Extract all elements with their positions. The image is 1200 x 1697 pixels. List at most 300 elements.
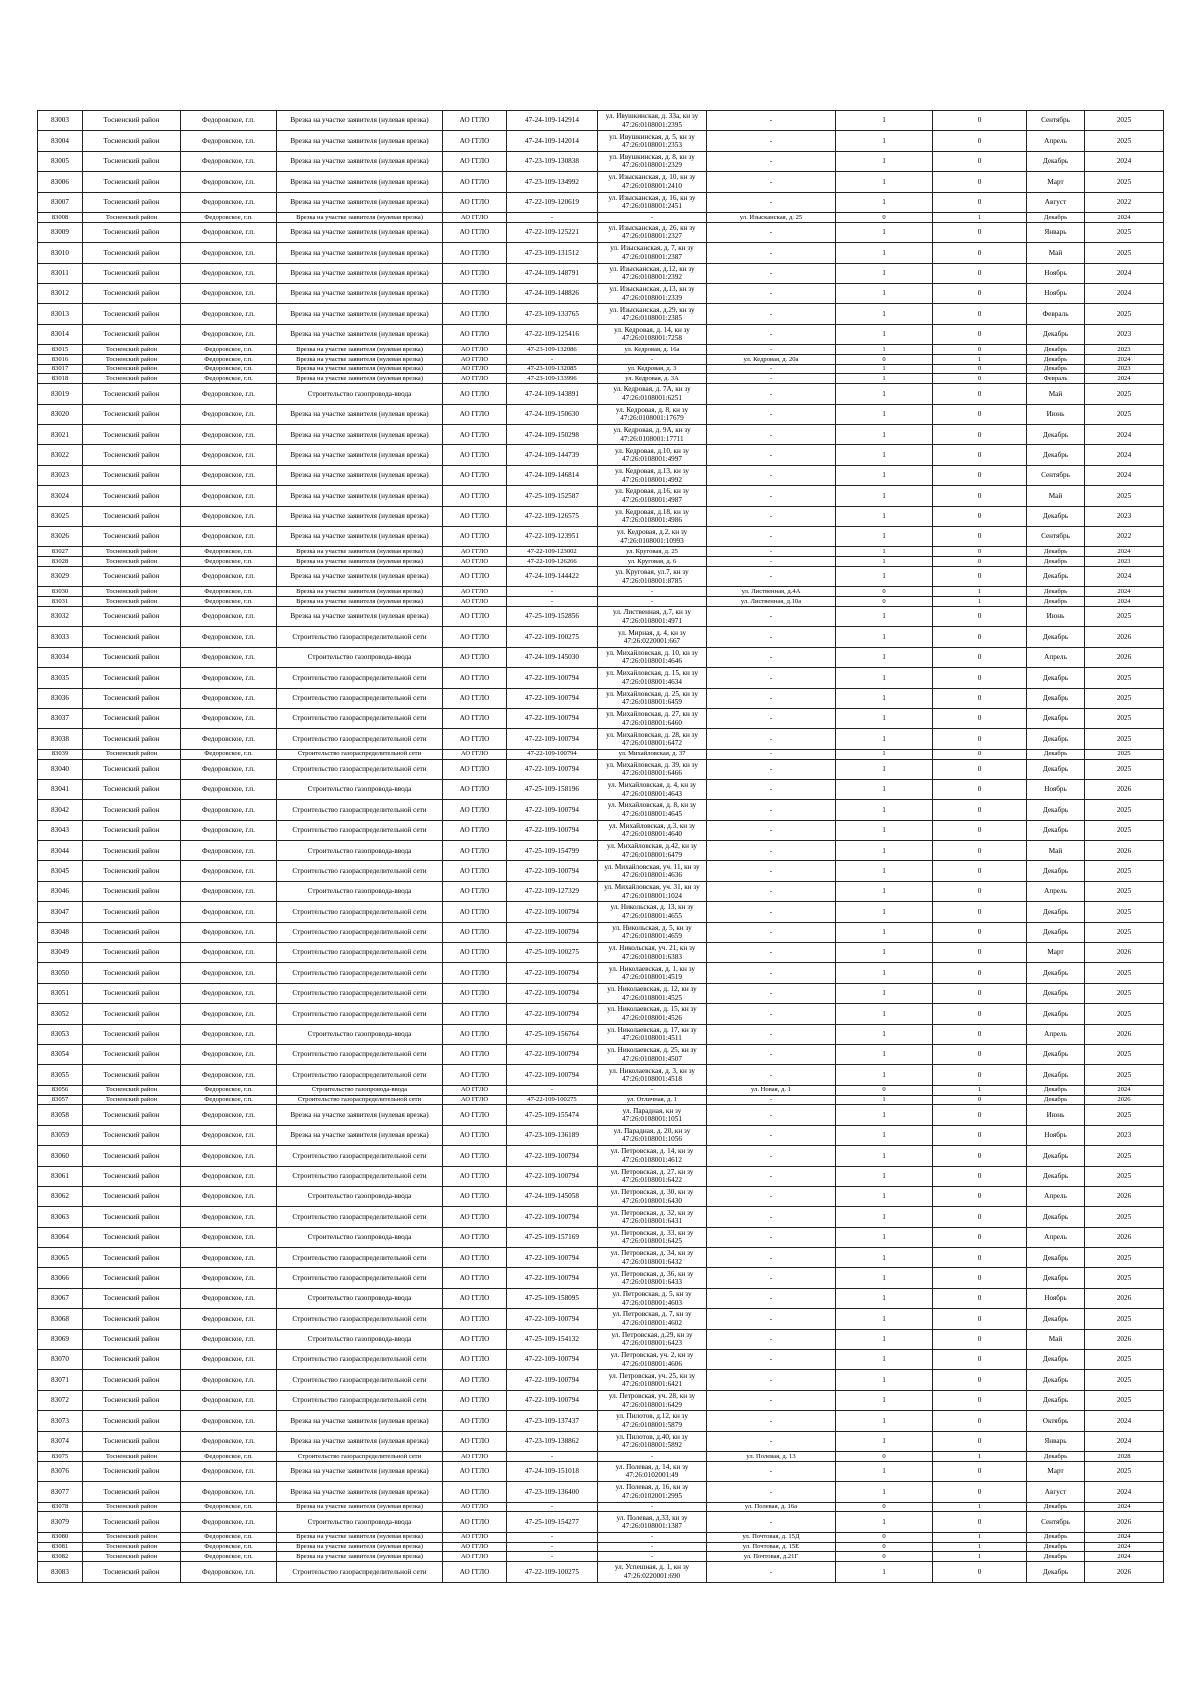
month-cell: Декабрь (1027, 1350, 1085, 1370)
organization-cell: АО ГГЛО (443, 1532, 507, 1542)
address-without-cadastre-cell: ул. Новая, д. 1 (707, 1085, 836, 1095)
organization-cell: АО ГГЛО (443, 557, 507, 567)
row-number: 83074 (38, 1431, 83, 1451)
count-without-tu-cell: 0 (933, 1207, 1027, 1227)
settlement-cell: Федоровское, г.п. (181, 1065, 277, 1085)
month-cell: Декабрь (1027, 1207, 1085, 1227)
register-table (37, 110, 1164, 1583)
row-number: 83018 (38, 374, 83, 384)
settlement-cell: Федоровское, г.п. (181, 668, 277, 688)
month-cell: Декабрь (1027, 800, 1085, 820)
address-without-cadastre-cell: - (707, 1248, 836, 1268)
district-cell: Тосненский район (83, 192, 181, 212)
address-cell: ул. Михайловская, д. 27, кн зу 47:26:0108001:6460 (598, 708, 707, 728)
application-code-cell: 47-22-109-100794 (507, 800, 598, 820)
count-with-tu-cell: 1 (836, 779, 933, 799)
settlement-cell: Федоровское, г.п. (181, 445, 277, 465)
month-cell: Ноябрь (1027, 263, 1085, 283)
application-code-cell: - (507, 1542, 598, 1552)
table-row (38, 587, 1164, 597)
organization-cell: АО ГГЛО (443, 1482, 507, 1502)
table-row (38, 1085, 1164, 1095)
row-number: 83011 (38, 263, 83, 283)
address-without-cadastre-cell: - (707, 1288, 836, 1308)
address-without-cadastre-cell: - (707, 345, 836, 355)
month-cell: Декабрь (1027, 729, 1085, 749)
year-cell: 2025 (1085, 243, 1164, 263)
application-code-cell: 47-22-109-120619 (507, 192, 598, 212)
table-row (38, 1227, 1164, 1247)
settlement-cell: Федоровское, г.п. (181, 1562, 277, 1582)
year-cell: 2025 (1085, 486, 1164, 506)
address-without-cadastre-cell: - (707, 172, 836, 192)
month-cell: Август (1027, 1482, 1085, 1502)
application-code-cell: 47-24-109-150630 (507, 404, 598, 424)
work-type-cell: Строительство газораспределительной сети (277, 943, 443, 963)
organization-cell: АО ГГЛО (443, 1431, 507, 1451)
year-cell: 2024 (1085, 283, 1164, 303)
count-without-tu-cell: 1 (933, 1502, 1027, 1512)
month-cell: Декабрь (1027, 506, 1085, 526)
address-cell: - (598, 212, 707, 222)
month-cell: Ноябрь (1027, 1125, 1085, 1145)
month-cell: Декабрь (1027, 364, 1085, 374)
address-without-cadastre-cell: ул. Почтовая, д. 15Д (707, 1532, 836, 1542)
application-code-cell: 47-24-109-151018 (507, 1461, 598, 1481)
year-cell: 2026 (1085, 943, 1164, 963)
table-row (38, 374, 1164, 384)
count-without-tu-cell: 1 (933, 1085, 1027, 1095)
row-number: 83058 (38, 1105, 83, 1125)
address-cell: ул. Изысканская, д. 26, кн зу 47:26:0108001:2327 (598, 222, 707, 242)
address-cell: ул. Михайловская, уч. 31, кн зу 47:26:0108001:1024 (598, 881, 707, 901)
application-code-cell: 47-22-109-100794 (507, 1350, 598, 1370)
count-without-tu-cell: 0 (933, 1186, 1027, 1206)
count-without-tu-cell: 0 (933, 729, 1027, 749)
year-cell: 2025 (1085, 881, 1164, 901)
settlement-cell: Федоровское, г.п. (181, 1268, 277, 1288)
work-type-cell: Строительство газораспределительной сети (277, 1452, 443, 1462)
year-cell: 2025 (1085, 1248, 1164, 1268)
settlement-cell: Федоровское, г.п. (181, 1411, 277, 1431)
month-cell: Декабрь (1027, 1532, 1085, 1542)
year-cell: 2023 (1085, 345, 1164, 355)
count-with-tu-cell: 1 (836, 647, 933, 667)
district-cell: Тосненский район (83, 749, 181, 759)
settlement-cell: Федоровское, г.п. (181, 172, 277, 192)
district-cell: Тосненский район (83, 1044, 181, 1064)
district-cell: Тосненский район (83, 587, 181, 597)
address-without-cadastre-cell: - (707, 1207, 836, 1227)
address-without-cadastre-cell: - (707, 111, 836, 131)
application-code-cell: 47-24-109-144739 (507, 445, 598, 465)
year-cell: 2025 (1085, 759, 1164, 779)
organization-cell: АО ГГЛО (443, 567, 507, 587)
application-code-cell: - (507, 354, 598, 364)
count-with-tu-cell: 1 (836, 374, 933, 384)
organization-cell: АО ГГЛО (443, 374, 507, 384)
row-number: 83038 (38, 729, 83, 749)
address-without-cadastre-cell: - (707, 425, 836, 445)
address-cell: ул. Кедровая, д. 14, кн зу 47:26:0108001:7258 (598, 324, 707, 344)
address-without-cadastre-cell: - (707, 1065, 836, 1085)
month-cell: Декабрь (1027, 1309, 1085, 1329)
settlement-cell: Федоровское, г.п. (181, 527, 277, 547)
organization-cell: АО ГГЛО (443, 404, 507, 424)
row-number: 83037 (38, 708, 83, 728)
year-cell: 2025 (1085, 404, 1164, 424)
count-with-tu-cell: 1 (836, 345, 933, 355)
count-with-tu-cell: 0 (836, 1542, 933, 1552)
application-code-cell: - (507, 212, 598, 222)
application-code-cell: 47-23-109-131512 (507, 243, 598, 263)
count-with-tu-cell: 0 (836, 1502, 933, 1512)
address-without-cadastre-cell: ул. Полевая, д. 13 (707, 1452, 836, 1462)
count-with-tu-cell: 1 (836, 527, 933, 547)
work-type-cell: Врезка на участке заявителя (нулевая врезка) (277, 404, 443, 424)
settlement-cell: Федоровское, г.п. (181, 1207, 277, 1227)
count-without-tu-cell: 0 (933, 1105, 1027, 1125)
count-with-tu-cell: 0 (836, 597, 933, 607)
application-code-cell: - (507, 1532, 598, 1542)
organization-cell: АО ГГЛО (443, 345, 507, 355)
address-without-cadastre-cell: - (707, 1268, 836, 1288)
year-cell: 2026 (1085, 1186, 1164, 1206)
address-without-cadastre-cell: - (707, 384, 836, 404)
count-with-tu-cell: 1 (836, 445, 933, 465)
count-without-tu-cell: 0 (933, 374, 1027, 384)
count-with-tu-cell: 1 (836, 172, 933, 192)
settlement-cell: Федоровское, г.п. (181, 708, 277, 728)
district-cell: Тосненский район (83, 324, 181, 344)
district-cell: Тосненский район (83, 354, 181, 364)
district-cell: Тосненский район (83, 1542, 181, 1552)
organization-cell: АО ГГЛО (443, 1207, 507, 1227)
district-cell: Тосненский район (83, 1288, 181, 1308)
address-without-cadastre-cell: - (707, 902, 836, 922)
application-code-cell: 47-25-109-152587 (507, 486, 598, 506)
district-cell: Тосненский район (83, 1268, 181, 1288)
count-with-tu-cell: 1 (836, 1482, 933, 1502)
address-cell: ул. Петровская, д. 32, кн зу 47:26:0108001:6431 (598, 1207, 707, 1227)
organization-cell: АО ГГЛО (443, 1562, 507, 1582)
organization-cell: АО ГГЛО (443, 587, 507, 597)
year-cell: 2024 (1085, 1431, 1164, 1451)
row-number: 83083 (38, 1562, 83, 1582)
year-cell: 2025 (1085, 1146, 1164, 1166)
count-without-tu-cell: 0 (933, 527, 1027, 547)
address-without-cadastre-cell: - (707, 1095, 836, 1105)
row-number: 83022 (38, 445, 83, 465)
address-without-cadastre-cell: - (707, 131, 836, 151)
count-without-tu-cell: 0 (933, 547, 1027, 557)
address-cell: ул. Мирная, д. 4, кн зу 47:26:0220001:667 (598, 627, 707, 647)
table-row (38, 1452, 1164, 1462)
organization-cell: АО ГГЛО (443, 1166, 507, 1186)
district-cell: Тосненский район (83, 172, 181, 192)
district-cell: Тосненский район (83, 779, 181, 799)
work-type-cell: Врезка на участке заявителя (нулевая врезка) (277, 425, 443, 445)
table-row (38, 749, 1164, 759)
work-type-cell: Строительство газораспределительной сети (277, 627, 443, 647)
address-cell: ул. Изысканская, д.12, кн зу 47:26:0108001:2392 (598, 263, 707, 283)
address-without-cadastre-cell: - (707, 445, 836, 465)
row-number: 83020 (38, 404, 83, 424)
count-with-tu-cell: 1 (836, 606, 933, 626)
district-cell: Тосненский район (83, 668, 181, 688)
application-code-cell: 47-22-109-100794 (507, 729, 598, 749)
count-without-tu-cell: 0 (933, 1146, 1027, 1166)
count-with-tu-cell: 1 (836, 841, 933, 861)
organization-cell: АО ГГЛО (443, 861, 507, 881)
district-cell: Тосненский район (83, 1562, 181, 1582)
work-type-cell: Врезка на участке заявителя (нулевая врезка) (277, 547, 443, 557)
month-cell: Декабрь (1027, 861, 1085, 881)
settlement-cell: Федоровское, г.п. (181, 263, 277, 283)
year-cell: 2024 (1085, 597, 1164, 607)
address-without-cadastre-cell: ул. Изысканская, д. 25 (707, 212, 836, 222)
count-without-tu-cell: 0 (933, 243, 1027, 263)
year-cell: 2025 (1085, 606, 1164, 626)
table-row (38, 1532, 1164, 1542)
application-code-cell: 47-23-109-130838 (507, 151, 598, 171)
table-row (38, 1044, 1164, 1064)
address-without-cadastre-cell: - (707, 943, 836, 963)
address-cell: ул. Михайловская, д. 15, кн зу 47:26:0108001:4634 (598, 668, 707, 688)
table-row (38, 759, 1164, 779)
row-number: 83033 (38, 627, 83, 647)
application-code-cell: 47-22-109-100794 (507, 708, 598, 728)
organization-cell: АО ГГЛО (443, 527, 507, 547)
settlement-cell: Федоровское, г.п. (181, 759, 277, 779)
count-with-tu-cell: 1 (836, 1288, 933, 1308)
address-without-cadastre-cell: - (707, 1004, 836, 1024)
table-row (38, 131, 1164, 151)
settlement-cell: Федоровское, г.п. (181, 384, 277, 404)
count-without-tu-cell: 0 (933, 1370, 1027, 1390)
table-row (38, 384, 1164, 404)
year-cell: 2023 (1085, 557, 1164, 567)
organization-cell: АО ГГЛО (443, 688, 507, 708)
year-cell: 2024 (1085, 374, 1164, 384)
year-cell: 2024 (1085, 547, 1164, 557)
count-without-tu-cell: 0 (933, 263, 1027, 283)
month-cell: Декабрь (1027, 1390, 1085, 1410)
organization-cell: АО ГГЛО (443, 1552, 507, 1562)
count-without-tu-cell: 0 (933, 881, 1027, 901)
organization-cell: АО ГГЛО (443, 192, 507, 212)
work-type-cell: Строительство газопровода-ввода (277, 779, 443, 799)
count-with-tu-cell: 1 (836, 1248, 933, 1268)
year-cell: 2024 (1085, 1411, 1164, 1431)
count-with-tu-cell: 0 (836, 212, 933, 222)
table-row (38, 364, 1164, 374)
table-row (38, 1207, 1164, 1227)
work-type-cell: Врезка на участке заявителя (нулевая врезка) (277, 567, 443, 587)
settlement-cell: Федоровское, г.п. (181, 374, 277, 384)
month-cell: Декабрь (1027, 749, 1085, 759)
settlement-cell: Федоровское, г.п. (181, 1288, 277, 1308)
row-number: 83063 (38, 1207, 83, 1227)
count-with-tu-cell: 1 (836, 364, 933, 374)
year-cell: 2025 (1085, 861, 1164, 881)
table-row (38, 1248, 1164, 1268)
address-without-cadastre-cell: - (707, 749, 836, 759)
table-row (38, 1105, 1164, 1125)
settlement-cell: Федоровское, г.п. (181, 354, 277, 364)
month-cell: Декабрь (1027, 425, 1085, 445)
application-code-cell: 47-22-109-100794 (507, 1065, 598, 1085)
work-type-cell: Строительство газораспределительной сети (277, 1309, 443, 1329)
month-cell: Май (1027, 384, 1085, 404)
year-cell: 2025 (1085, 1461, 1164, 1481)
settlement-cell: Федоровское, г.п. (181, 192, 277, 212)
table-row (38, 151, 1164, 171)
count-without-tu-cell: 0 (933, 1482, 1027, 1502)
count-without-tu-cell: 0 (933, 172, 1027, 192)
work-type-cell: Врезка на участке заявителя (нулевая врезка) (277, 606, 443, 626)
settlement-cell: Федоровское, г.п. (181, 1166, 277, 1186)
year-cell: 2024 (1085, 445, 1164, 465)
district-cell: Тосненский район (83, 841, 181, 861)
count-with-tu-cell: 1 (836, 1095, 933, 1105)
application-code-cell: 47-22-109-100275 (507, 1562, 598, 1582)
work-type-cell: Врезка на участке заявителя (нулевая врезка) (277, 506, 443, 526)
year-cell: 2026 (1085, 647, 1164, 667)
application-code-cell: 47-23-109-133996 (507, 374, 598, 384)
organization-cell: АО ГГЛО (443, 749, 507, 759)
count-without-tu-cell: 0 (933, 963, 1027, 983)
address-cell: ул. Никольская, уч. 21, кн зу 47:26:0108001:6383 (598, 943, 707, 963)
count-without-tu-cell: 0 (933, 800, 1027, 820)
application-code-cell: 47-22-109-100794 (507, 820, 598, 840)
month-cell: Декабрь (1027, 820, 1085, 840)
year-cell: 2025 (1085, 983, 1164, 1003)
month-cell: Декабрь (1027, 1370, 1085, 1390)
work-type-cell: Строительство газораспределительной сети (277, 759, 443, 779)
organization-cell: АО ГГЛО (443, 1024, 507, 1044)
district-cell: Тосненский район (83, 1125, 181, 1145)
month-cell: Июнь (1027, 404, 1085, 424)
settlement-cell: Федоровское, г.п. (181, 1105, 277, 1125)
settlement-cell: Федоровское, г.п. (181, 688, 277, 708)
month-cell: Декабрь (1027, 759, 1085, 779)
row-number: 83055 (38, 1065, 83, 1085)
address-without-cadastre-cell: - (707, 151, 836, 171)
address-cell: ул. Круговая, д. 6 (598, 557, 707, 567)
count-without-tu-cell: 0 (933, 283, 1027, 303)
row-number: 83029 (38, 567, 83, 587)
work-type-cell: Строительство газопровода-ввода (277, 1227, 443, 1247)
district-cell: Тосненский район (83, 963, 181, 983)
month-cell: Декабрь (1027, 708, 1085, 728)
address-without-cadastre-cell: - (707, 1105, 836, 1125)
settlement-cell: Федоровское, г.п. (181, 983, 277, 1003)
address-without-cadastre-cell: - (707, 404, 836, 424)
month-cell: Март (1027, 172, 1085, 192)
row-number: 83076 (38, 1461, 83, 1481)
address-cell: - (598, 1452, 707, 1462)
count-with-tu-cell: 1 (836, 263, 933, 283)
address-cell: ул. Петровская, д. 33, кн зу 47:26:0108001:6425 (598, 1227, 707, 1247)
work-type-cell: Врезка на участке заявителя (нулевая врезка) (277, 445, 443, 465)
table-row (38, 902, 1164, 922)
year-cell: 2026 (1085, 1024, 1164, 1044)
work-type-cell: Строительство газопровода-ввода (277, 1024, 443, 1044)
table-row (38, 800, 1164, 820)
row-number: 83039 (38, 749, 83, 759)
work-type-cell: Строительство газораспределительной сети (277, 861, 443, 881)
address-cell: ул. Петровская, д. 14, кн зу 47:26:0108001:4612 (598, 1146, 707, 1166)
application-code-cell: 47-22-109-100794 (507, 1004, 598, 1024)
address-cell: ул. Петровская, д. 7, кн зу 47:26:0108001:4602 (598, 1309, 707, 1329)
count-without-tu-cell: 0 (933, 364, 1027, 374)
application-code-cell: 47-24-109-145058 (507, 1186, 598, 1206)
table-row (38, 557, 1164, 567)
district-cell: Тосненский район (83, 263, 181, 283)
settlement-cell: Федоровское, г.п. (181, 1461, 277, 1481)
settlement-cell: Федоровское, г.п. (181, 1146, 277, 1166)
organization-cell: АО ГГЛО (443, 212, 507, 222)
work-type-cell: Врезка на участке заявителя (нулевая врезка) (277, 263, 443, 283)
row-number: 83046 (38, 881, 83, 901)
row-number: 83008 (38, 212, 83, 222)
table-row (38, 212, 1164, 222)
row-number: 83031 (38, 597, 83, 607)
organization-cell: АО ГГЛО (443, 729, 507, 749)
organization-cell: АО ГГЛО (443, 1370, 507, 1390)
address-cell: ул. Николаевская, д. 1, кн зу 47:26:0108001:4519 (598, 963, 707, 983)
district-cell: Тосненский район (83, 304, 181, 324)
address-cell: ул. Круговая, д. 25 (598, 547, 707, 557)
settlement-cell: Федоровское, г.п. (181, 324, 277, 344)
work-type-cell: Строительство газораспределительной сети (277, 1390, 443, 1410)
row-number: 83025 (38, 506, 83, 526)
row-number: 83048 (38, 922, 83, 942)
year-cell: 2023 (1085, 506, 1164, 526)
month-cell: Май (1027, 1329, 1085, 1349)
application-code-cell: 47-22-109-100794 (507, 1207, 598, 1227)
month-cell: Сентябрь (1027, 465, 1085, 485)
count-with-tu-cell: 1 (836, 243, 933, 263)
address-cell: ул. Изысканская, д. 10, кн зу 47:26:0108001:2410 (598, 172, 707, 192)
row-number: 83060 (38, 1146, 83, 1166)
settlement-cell: Федоровское, г.п. (181, 881, 277, 901)
application-code-cell: 47-22-109-100794 (507, 1370, 598, 1390)
address-without-cadastre-cell: - (707, 668, 836, 688)
count-with-tu-cell: 0 (836, 1452, 933, 1462)
count-without-tu-cell: 1 (933, 1542, 1027, 1552)
month-cell: Декабрь (1027, 1502, 1085, 1512)
table-row (38, 627, 1164, 647)
table-row (38, 1552, 1164, 1562)
application-code-cell: 47-23-109-132085 (507, 364, 598, 374)
application-code-cell: - (507, 1085, 598, 1095)
count-without-tu-cell: 0 (933, 1461, 1027, 1481)
table-row (38, 1562, 1164, 1582)
address-cell: ул. Михайловская, д. 39, кн зу 47:26:0108001:6466 (598, 759, 707, 779)
district-cell: Тосненский район (83, 465, 181, 485)
district-cell: Тосненский район (83, 647, 181, 667)
count-with-tu-cell: 1 (836, 1125, 933, 1145)
row-number: 83066 (38, 1268, 83, 1288)
table-row (38, 779, 1164, 799)
count-without-tu-cell: 0 (933, 1044, 1027, 1064)
table-row (38, 1166, 1164, 1186)
table-row (38, 647, 1164, 667)
district-cell: Тосненский район (83, 688, 181, 708)
address-cell: ул. Кедровая, д.16, кн зу 47:26:0108001:4987 (598, 486, 707, 506)
